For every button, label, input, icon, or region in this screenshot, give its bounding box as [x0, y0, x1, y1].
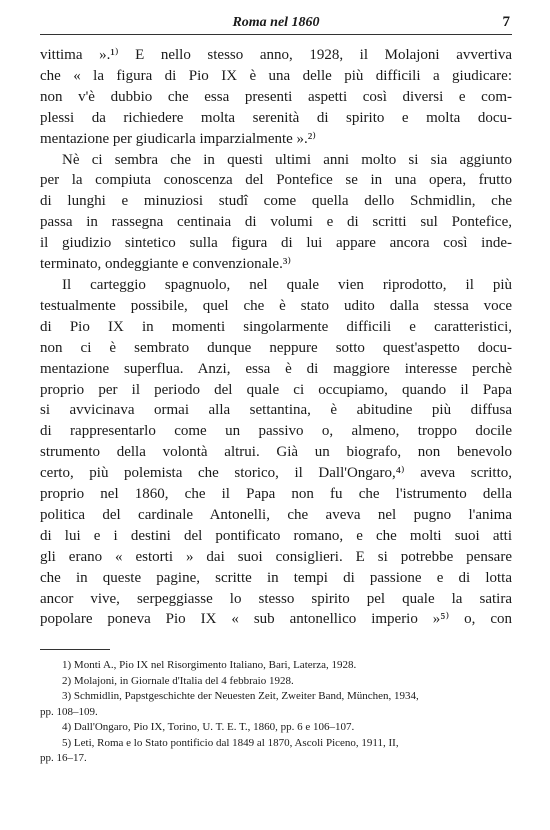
text-line: popolare poneva Pio IX « sub antonellico imperio »⁵⁾ o, con — [40, 611, 512, 628]
text-line: ancor vive, serpeggiasse lo stesso spirito pel quale la satira — [40, 590, 512, 607]
text-line: il giudizio sintetico sulla figura di lui appare ancora così inde- — [40, 235, 512, 252]
paragraph-3 — [40, 275, 512, 630]
text-line: non v'è dubbio che essa presenti aspetti così diversi e com- — [40, 88, 512, 105]
footnote-5-continued: pp. 16–17. — [40, 752, 87, 765]
text-line: non ci è sembrato dunque neppure sotto quest'aspetto docu- — [40, 339, 512, 356]
text-line: politica del cardinale Antonelli, che aveva nel pugno l'anima — [40, 506, 512, 523]
text-line: strumento della volontà altrui. Già un biografo, non benevolo — [40, 444, 512, 461]
text-line: gli erano « estorti » dai suoi consiglieri. E si potrebbe pensare — [40, 548, 512, 565]
text-line: passa in rassegna centinaia di volumi e di scritti sul Pontefice, — [40, 214, 512, 231]
text-line: che « la figura di Pio IX è una delle più difficili a giudicare: — [40, 67, 512, 84]
paragraph-1 — [40, 45, 512, 150]
text-line: mentazione superflua. Anzi, essa è di maggiore interesse perchè — [40, 360, 512, 377]
paragraph-2 — [40, 150, 512, 275]
footnote-3: 3) Schmidlin, Papstgeschichte der Neuesten Zeit, Zweiter Band, München, 1934, — [62, 690, 419, 703]
footnote-5: 5) Leti, Roma e lo Stato pontificio dal 1849 al 1870, Ascoli Piceno, 1911, II, — [62, 736, 399, 749]
text-line: di Pio IX in momenti singolarmente difficili e caratteristici, — [40, 318, 512, 335]
book-page — [40, 10, 512, 820]
text-line: che in queste pagine, scritte in tempi di passione e di lotta — [40, 569, 512, 586]
text-line: mentazione per giudicarla imparzialmente ».²⁾ — [40, 130, 316, 147]
page-number: 7 — [502, 14, 510, 30]
text-line: plessi da richiedere molta serenità di spirito e molta docu- — [40, 109, 512, 126]
text-line: per la compiuta conoscenza del Pontefice se in una opera, frutto — [40, 172, 512, 189]
text-line: Il carteggio spagnuolo, nel quale vien riprodotto, il più — [62, 276, 512, 293]
text-line: proprio nel 1860, che il Papa non fu che l'istrumento della — [40, 486, 512, 503]
running-title: Roma nel 1860 — [232, 15, 320, 30]
footnote-rule — [40, 649, 110, 650]
footnote-4: 4) Dall'Ongaro, Pio IX, Torino, U. T. E. T., 1860, pp. 6 e 106–107. — [62, 721, 355, 734]
text-line: si avvicinava ormai alla settantina, è abitudine più diffusa — [40, 402, 512, 419]
text-line: testualmente possibile, quel che è stato udito dalla stessa voce — [40, 297, 512, 314]
text-line: certo, più polemista che storico, il Dall'Ongaro,⁴⁾ aveva scritto, — [40, 465, 512, 482]
footnotes — [40, 658, 512, 767]
footnote-2: 2) Molajoni, in Giornale d'Italia del 4 febbraio 1928. — [62, 674, 294, 687]
text-line: proprio per il periodo del quale ci occupiamo, quando il Papa — [40, 381, 512, 398]
footnote-1: 1) Monti A., Pio IX nel Risorgimento Italiano, Bari, Laterza, 1928. — [62, 659, 357, 672]
footnote-3-continued: pp. 108–109. — [40, 705, 98, 718]
text-line: Nè ci sembra che in questi ultimi anni molto si sia aggiunto — [62, 151, 512, 168]
text-line: terminato, ondeggiante e convenzionale.³⁾ — [40, 256, 292, 273]
body-text — [40, 45, 512, 630]
text-line: di lui e i destini del pontificato romano, e che molti suoi atti — [40, 527, 512, 544]
text-line: di lunghi e minuziosi studî come quella dello Schmidlin, che — [40, 193, 512, 210]
text-line: di rappresentarlo come un passivo o, almeno, troppo docile — [40, 423, 512, 440]
text-line: vittima ».¹⁾ E nello stesso anno, 1928, il Molajoni avvertiva — [40, 47, 512, 63]
running-header — [40, 10, 512, 35]
